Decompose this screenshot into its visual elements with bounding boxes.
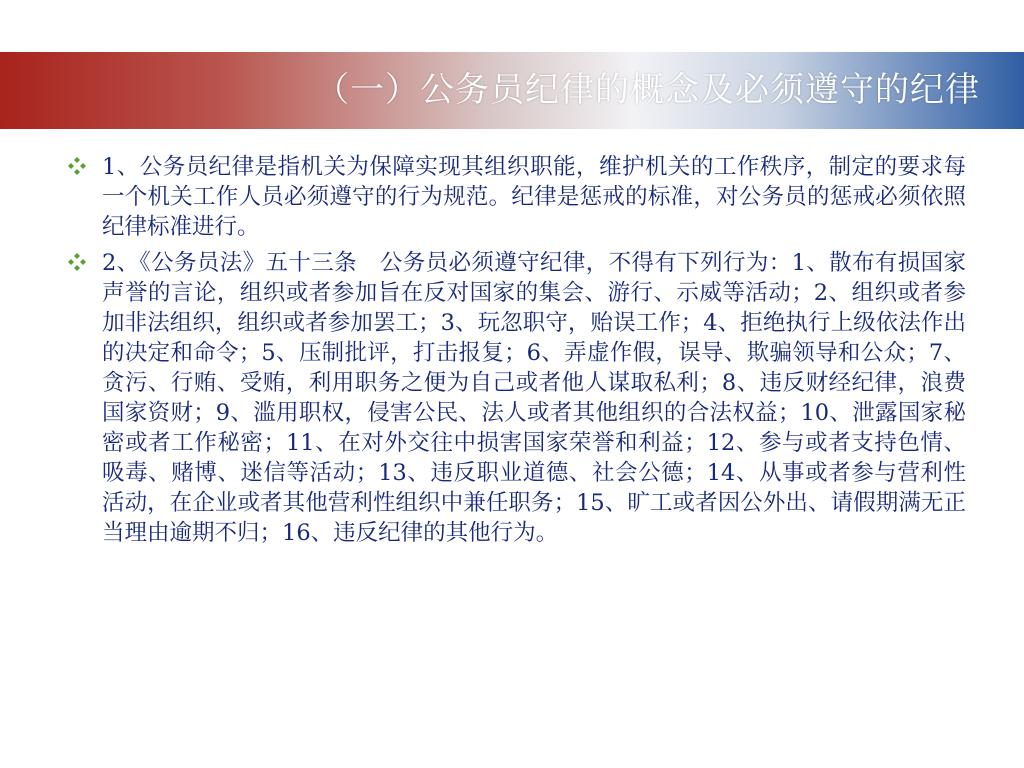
- bullet-text-2: 2、《公务员法》五十三条 公务员必须遵守纪律，不得有下列行为：1、散布有损国家声誉的言论，组织或者参加旨在反对国家的集会、游行、示威等活动；2、组织或者参加非法组织，组织或者参加罢工；3、玩忽职守，贻误工作；4、拒绝执行上级依法作出的决定和命令；5、压制批评，打击报复；6、弄虚作假，误导、欺骗领导和公众；7、贪污、行贿、受贿，利用职务之便为自己或者他人谋取私利；8、违反财经纪律，浪费国家资财；9、滥用职权，侵害公民、法人或者其他组织的合法权益；10、泄露国家秘密或者工作秘密；11、在对外交往中损害国家荣誉和利益；12、参与或者支持色情、吸毒、赌博、迷信等活动；13、违反职业道德、社会公德；14、从事或者参与营利性活动，在企业或者其他营利性组织中兼任职务；15、旷工或者因公外出、请假期满无正当理由逾期不归；16、违反纪律的其他行为。: [102, 250, 966, 546]
- bullet-item-1: [66, 152, 966, 242]
- bullet-text-1: 1、公务员纪律是指机关为保障实现其组织职能，维护机关的工作秩序，制定的要求每一个机关工作人员必须遵守的行为规范。纪律是惩戒的标准，对公务员的惩戒必须依照纪律标准进行。: [102, 154, 966, 240]
- diamond-dots-icon: [66, 251, 88, 273]
- title-bar: [0, 52, 1024, 129]
- diamond-dots-icon: [66, 155, 88, 177]
- slide-title: （一）公务员纪律的概念及必须遵守的纪律: [315, 70, 980, 110]
- slide-content: [66, 152, 966, 554]
- bullet-item-2: [66, 248, 966, 548]
